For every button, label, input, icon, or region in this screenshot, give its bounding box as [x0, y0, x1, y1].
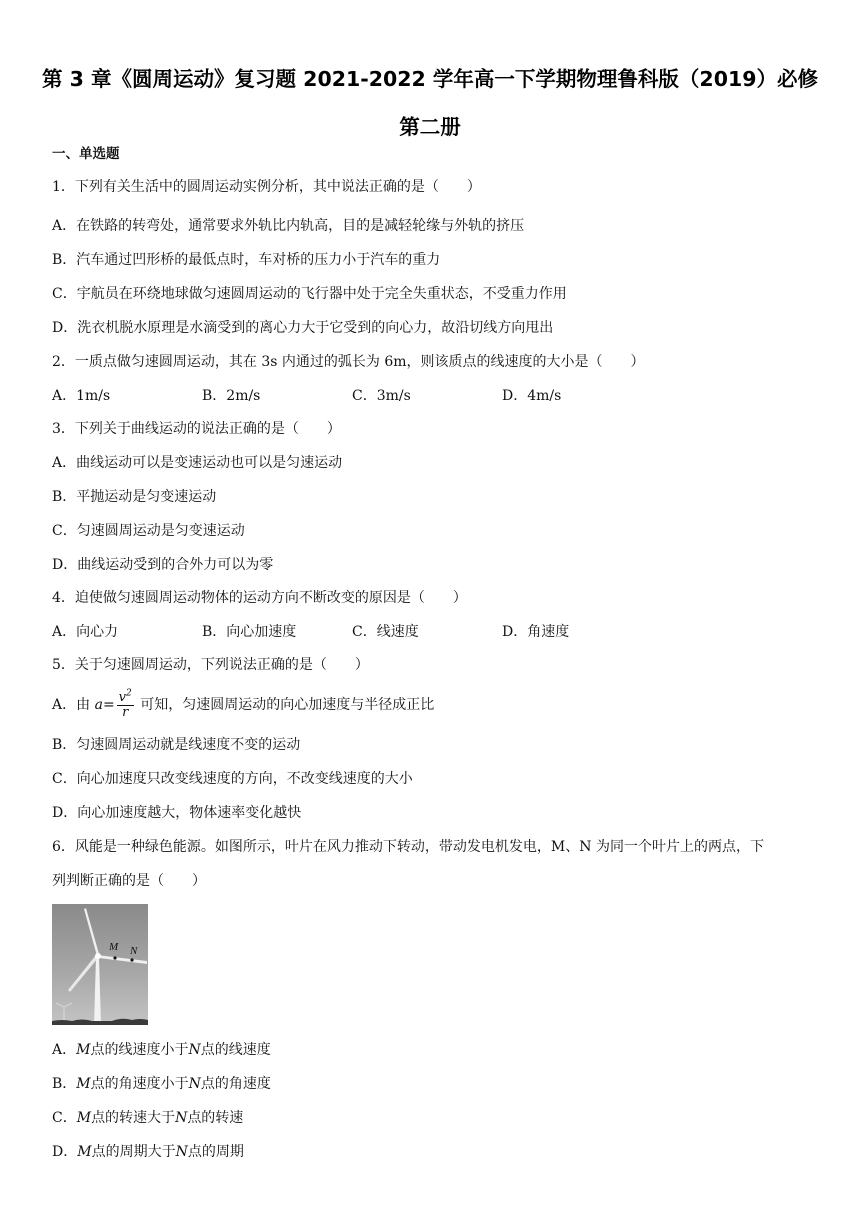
q5-option-a-suffix: 可知，匀速圆周运动的向心加速度与半径成正比: [140, 697, 435, 713]
formula-numerator-var: v: [118, 689, 127, 705]
doc-title-line1: 第 3 章《圆周运动》复习题 2021-2022 学年高一下学期物理鲁科版（2019）必修: [42, 67, 818, 91]
q3-option-c: C．匀速圆周运动是匀变速运动: [52, 523, 245, 539]
q6-option-d-mid: 点的周期大于: [91, 1144, 176, 1160]
q4-stem: 4．迫使做匀速圆周运动物体的运动方向不断改变的原因是（ ）: [52, 590, 467, 606]
q6-option-a: [52, 1041, 271, 1059]
q5-option-d: D．向心加速度越大，物体速率变化越快: [52, 805, 302, 821]
q5-option-a: [52, 690, 434, 720]
q6-option-a-end: 点的线速度: [200, 1042, 271, 1058]
q6-option-a-mid: 点的线速度小于: [90, 1042, 189, 1058]
q5-option-a-prefix: A．由: [52, 697, 91, 713]
q6-option-b-mid: 点的角速度小于: [90, 1076, 189, 1092]
q6-option-c: [52, 1109, 243, 1127]
q3-option-d: D．曲线运动受到的合外力可以为零: [52, 557, 274, 573]
q6-option-a-n: N: [188, 1042, 201, 1058]
q2-option-a: A．1m/s: [52, 388, 111, 404]
point-m-label: M: [109, 941, 119, 953]
q5-option-c: C．向心加速度只改变线速度的方向，不改变线速度的大小: [52, 771, 413, 787]
q2-stem: 2．一质点做匀速圆周运动，其在 3s 内通过的弧长为 6m，则该质点的线速度的大小是（ ）: [52, 354, 645, 370]
q2-option-d: D．4m/s: [502, 388, 562, 404]
formula-exponent: 2: [126, 688, 132, 699]
q3-option-a: A．曲线运动可以是变速运动也可以是匀速运动: [52, 455, 343, 471]
q6-option-c-end: 点的转速: [187, 1110, 244, 1126]
q4-option-a: A．向心力: [52, 624, 119, 640]
q6-option-c-label: C．: [52, 1110, 77, 1126]
q6-option-c-m: M: [76, 1110, 92, 1126]
q1-option-c: C．宇航员在环绕地球做匀速圆周运动的飞行器中处于完全失重状态，不受重力作用: [52, 286, 567, 302]
wind-turbine-figure: [52, 904, 148, 1025]
q6-option-b-n: N: [188, 1076, 201, 1092]
q1-stem: 1．下列有关生活中的圆周运动实例分析，其中说法正确的是（ ）: [52, 179, 481, 195]
q5-option-b: B．匀速圆周运动就是线速度不变的运动: [52, 737, 301, 753]
section-heading: 一、单选题: [52, 146, 120, 162]
q6-option-a-label: A．: [52, 1042, 77, 1058]
q6-option-c-mid: 点的转速大于: [91, 1110, 176, 1126]
q4-option-d: D．角速度: [502, 624, 570, 640]
q5-stem: 5．关于匀速圆周运动，下列说法正确的是（ ）: [52, 657, 369, 673]
formula-numerator: [117, 688, 134, 706]
formula-fraction: [117, 688, 134, 720]
q2-option-c: C．3m/s: [352, 388, 411, 404]
q1-option-a: A．在铁路的转弯处，通常要求外轨比内轨高，目的是减轻轮缘与外轨的挤压: [52, 218, 525, 234]
q6-option-b-end: 点的角速度: [200, 1076, 271, 1092]
formula-denominator: r: [122, 704, 129, 720]
q2-option-b: B．2m/s: [202, 388, 261, 404]
q6-option-d-m: M: [77, 1144, 92, 1160]
q3-option-b: B．平抛运动是匀变速运动: [52, 489, 217, 505]
q6-stem-line1: 6．风能是一种绿色能源。如图所示，叶片在风力推动下转动，带动发电机发电，M、N 为同一个叶片上的两点，下: [52, 839, 764, 855]
formula-equals: =: [102, 697, 115, 713]
q3-stem: 3．下列关于曲线运动的说法正确的是（ ）: [52, 421, 341, 437]
q6-option-b: [52, 1075, 271, 1093]
q6-option-b-label: B．: [52, 1076, 77, 1092]
doc-title-line2: 第二册: [399, 115, 461, 139]
q6-option-d-label: D．: [52, 1144, 78, 1160]
q6-option-c-n: N: [175, 1110, 188, 1126]
point-m-marker: [113, 956, 116, 959]
q6-option-d-end: 点的周期: [187, 1144, 244, 1160]
point-n-marker: [130, 958, 133, 961]
q4-option-c: C．线速度: [352, 624, 419, 640]
point-n-label: N: [130, 945, 138, 957]
turbine-hub: [95, 953, 101, 959]
q6-option-d-n: N: [175, 1144, 188, 1160]
q6-option-a-m: M: [76, 1042, 91, 1058]
q1-option-d: D．洗衣机脱水原理是水滴受到的离心力大于它受到的向心力，故沿切线方向甩出: [52, 320, 554, 336]
q6-stem-line2: 列判断正确的是（ ）: [52, 873, 206, 889]
q6-option-d: [52, 1143, 244, 1161]
formula-lhs: a: [94, 697, 103, 713]
q1-option-b: B．汽车通过凹形桥的最低点时，车对桥的压力小于汽车的重力: [52, 252, 441, 268]
q4-option-b: B．向心加速度: [202, 624, 297, 640]
q6-option-b-m: M: [76, 1076, 91, 1092]
